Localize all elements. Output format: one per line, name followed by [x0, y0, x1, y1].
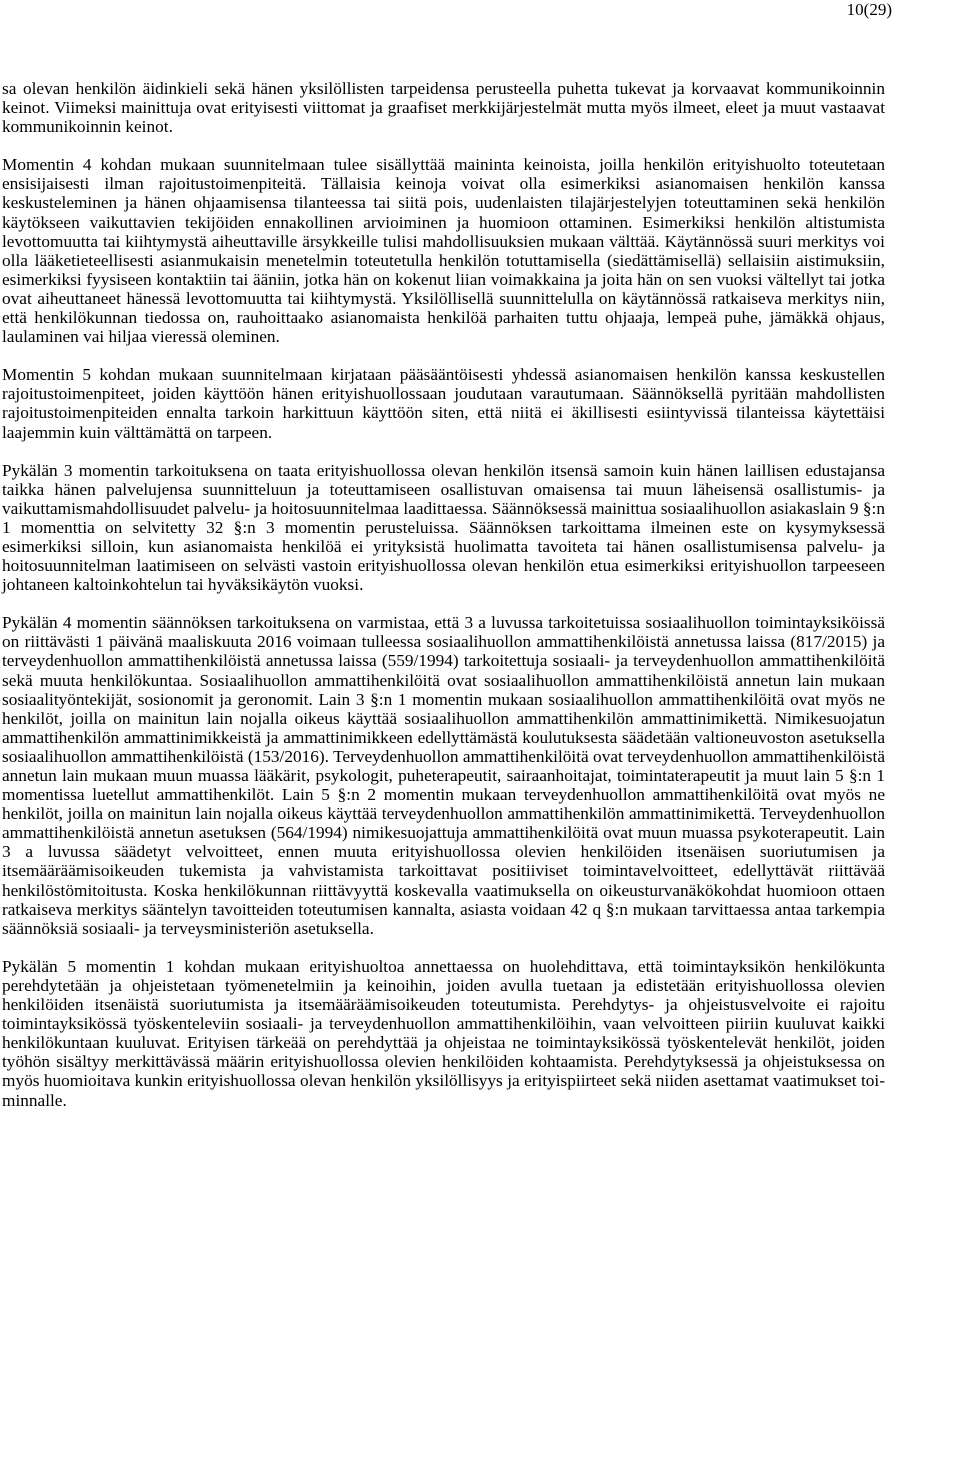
paragraph-6: Pykälän 5 momentin 1 kohdan mukaan erityishuoltoa annettaessa on huolehdittava, että toimintayksikön henkilökunta perehdytetään ja ohjeistetaan työmenetelmiin ja keinoihin, joiden avulla tuetaan ja edistetään erityishuollossa olevien henkilöiden itsenäistä suoriutumista ja itsemääräämisoikeuden toteutumista. Perehdytys- ja ohjeistusvelvoite ei rajoitu toimintayksikössä työskenteleviin sosiaali- ja terveydenhuollon ammattihenkilöihin, vaan velvoitteen piiriin kuuluvat kaikki henkilökuntaan kuuluvat. Erityisen tärkeää on perehdyttää ja ohjeistaa ne toimintayksikössä työskentelevät henkilöt, joiden työhön sisältyy merkittävässä määrin erityishuollossa olevien henkilöiden kohtaamista. Perehdytyksessä ja ohjeistuksessa on myös huomioitava kunkin erityishuollossa olevan henkilön yksilöllisyys ja erityispiirteet sekä niiden asettamat vaatimukset toiminnalle. — [2, 956, 885, 1110]
paragraph-2: Momentin 4 kohdan mukaan suunnitelmaan tulee sisällyttää maininta keinoista, joilla henkilön erityishuolto toteutetaan ensisijaisesti ilman rajoitustoimenpiteitä. Tällaisia keinoja voivat olla esimerkiksi asianomaisen henkilön kanssa keskusteleminen ja hänen ohjaamisensa tilanteessa tai siitä pois, uudenlaisten tilajärjestelyjen toteuttaminen sekä henkilön käytökseen vaikuttavien tekijöiden ennakollinen arvioiminen ja huomioon ottaminen. Esimerkiksi henkilön altistumista levottomuutta tai kiihtymystä aiheuttaville ärsykkeille tulisi mahdollisuuksien mukaan välttää. Käytännössä suuri merkitys voi olla lääketieteellisesti asianmukaisin menetelmin toteutetulla henkilön totuttamisella (siedättämisellä) sellaisiin aistimuksiin, esimerkiksi fyysiseen kontaktiin tai ääniin, jotka hän on kokenut liian voimakkaina ja joita hän on sen vuoksi vältellyt tai jotka ovat aiheuttaneet hänessä levottomuutta tai kiihtymystä. Yksilöllisellä suunnittelulla on käytännössä ratkaiseva merkitys niin, että henkilökunnan tiedossa on, rauhoittaako asianomaista henkilöä parhaiten tuttu ohjaaja, lempeä puhe, jämäkkä ohjaus, laulaminen vai hiljaa vieressä oleminen. — [2, 155, 885, 347]
paragraph-1: sa olevan henkilön äidinkieli sekä hänen yksilöllisten tarpeidensa perusteella puhetta tukevat ja korvaavat kommunikoinnin keinot. Viimeksi mainittuja ovat erityisesti viittomat ja graafiset merkkijärjestelmät mutta myös ilmeet, eleet ja muut vastaavat kommunikoinnin keinot. — [2, 79, 885, 137]
document-body — [2, 79, 885, 1110]
paragraph-3: Momentin 5 kohdan mukaan suunnitelmaan kirjataan pääsääntöisesti yhdessä asianomaisen henkilön kanssa keskustellen rajoitustoimenpiteet, joiden käyttöön hänen erityishuollossaan joudutaan varautumaan. Säännöksellä pyritään mahdollisten rajoitustoimenpiteiden ennalta tarkoin harkittuun käyttöön siten, että niitä ei äkillisesti esiintyvissä tilanteissa käytettäisi laajemmin kuin välttämättä on tarpeen. — [2, 365, 885, 442]
paragraph-4: Pykälän 3 momentin tarkoituksena on taata erityishuollossa olevan henkilön itsensä samoin kuin hänen laillisen edustajansa taikka hänen palvelujensa suunnitteluun ja toteuttamiseen osallistuvan omaisensa tai muun läheisensä osallistumis- ja vaikuttamismahdollisuudet palvelu- ja hoitosuunnitelmaa laadittaessa. Säännöksessä mainittua sosiaalihuollon asiakaslain 9 §:n 1 momenttia on selvitetty 32 §:n 3 momentin perusteluissa. Säännöksen tarkoittama ilmeinen este on kysymyksessä esimerkiksi silloin, kun asianomaista henkilöä ei yrityksistä huolimatta tavoiteta tai hänen osallistumisensa palvelu- ja hoitosuunnitelman laatimiseen on selvästi vastoin erityishuollossa olevan henkilön etua esimerkiksi erityishuollon tarpeeseen johtaneen kaltoinkohtelun tai hyväksikäytön vuoksi. — [2, 460, 885, 595]
paragraph-5: Pykälän 4 momentin säännöksen tarkoituksena on varmistaa, että 3 a luvussa tarkoitetuissa sosiaalihuollon toimintayksiköissä on riittävästi 1 päivänä maaliskuuta 2016 voimaan tulleessa sosiaalihuollon ammattihenkilöistä annetussa laissa (817/2015) ja terveydenhuollon ammattihenkilöistä annetussa laissa (559/1994) tarkoitettuja sosiaali- ja terveydenhuollon ammattihenkilöitä sekä muuta henkilökuntaa. Sosiaalihuollon ammattihenkilöitä ovat sosiaalihuollon ammattihenkilöistä annetun lain mukaan sosiaalityöntekijät, sosionomit ja geronomit. Lain 3 §:n 1 momentin mukaan sosiaalihuollon ammattihenkilöitä ovat myös ne henkilöt, joilla on mainitun lain nojalla oikeus käyttää sosiaalihuollon ammattihenkilön ammattinimikettä. Nimikesuojatun ammattihenkilön ammattinimikkeistä ja ammattinimikkeen edellyttämästä koulutuksesta säädetään valtioneuvoston asetuksella sosiaalihuollon ammattihenkilöistä (153/2016). Terveydenhuollon ammattihenkilöitä ovat terveydenhuollon ammattihenkilöistä annetun lain mukaan muun muassa lääkärit, psykologit, puheterapeutit, sairaanhoitajat, toimintaterapeutit ja muut lain 5 §:n 1 momentissa luetellut ammattihenkilöt. Lain 5 §:n 2 momentin mukaan terveydenhuollon ammattihenkilöitä ovat myös ne henkilöt, joilla on mainitun lain nojalla oikeus käyttää terveydenhuollon ammattihenkilön ammattinimikettä. Terveydenhuollon ammattihenkilöistä annetun asetuksen (564/1994) nimikesuojattuja ammattihenkilöitä ovat muun muassa psykoterapeutit. Lain 3 a luvussa säädetyt velvoitteet, ennen muuta erityishuollossa olevien henkilöiden itsenäisen suoriutumisen ja itsemääräämisoikeuden tukemista ja vahvistamista tarkoittavat positiiviset toimintavelvoitteet, edellyttävät riittävää henkilöstömitoitusta. Koska henkilökunnan riittävyyttä koskevalla vaatimuksella on oikeusturvanäkökohdat huomioon ottaen ratkaiseva merkitys sääntelyn tavoitteiden toteutumisen kannalta, asiasta voidaan 42 q §:n mukaan tarvittaessa antaa tarkempia säännöksiä sosiaali- ja terveysministeriön asetuksella. — [2, 613, 885, 938]
page-number: 10(29) — [846, 0, 892, 19]
